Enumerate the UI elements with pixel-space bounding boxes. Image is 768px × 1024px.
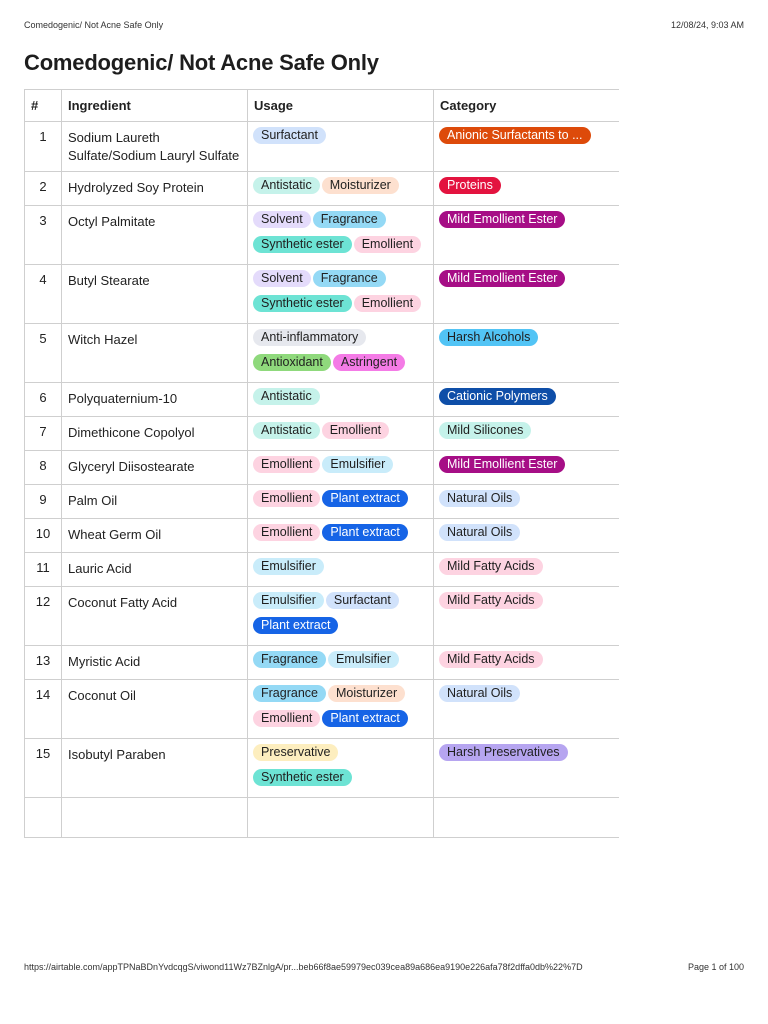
- usage-tag: Emulsifier: [253, 558, 324, 575]
- category-tag: Cationic Polymers: [439, 388, 556, 405]
- usage-tag: Emollient: [322, 422, 389, 439]
- row-number: 12: [25, 587, 62, 646]
- ingredients-table: [24, 89, 619, 838]
- usage-tag: Emollient: [253, 710, 320, 727]
- usage-tag: Emollient: [253, 456, 320, 473]
- ingredient-cell[interactable]: Coconut Oil: [62, 680, 248, 739]
- table-row[interactable]: [25, 417, 620, 451]
- category-cell[interactable]: [434, 122, 620, 172]
- usage-tag: Preservative: [253, 744, 338, 761]
- table-row[interactable]: [25, 519, 620, 553]
- category-tag: Mild Fatty Acids: [439, 558, 543, 575]
- usage-tag: Emulsifier: [328, 651, 399, 668]
- usage-tag: Synthetic ester: [253, 295, 352, 312]
- usage-cell[interactable]: [248, 265, 434, 324]
- category-cell[interactable]: [434, 798, 620, 838]
- usage-cell[interactable]: [248, 485, 434, 519]
- table-row[interactable]: [25, 587, 620, 646]
- category-tag: Mild Emollient Ester: [439, 456, 565, 473]
- category-cell[interactable]: [434, 519, 620, 553]
- ingredient-cell[interactable]: Coconut Fatty Acid: [62, 587, 248, 646]
- usage-cell[interactable]: [248, 798, 434, 838]
- ingredient-cell[interactable]: Hydrolyzed Soy Protein: [62, 172, 248, 206]
- ingredient-cell[interactable]: Octyl Palmitate: [62, 206, 248, 265]
- usage-tag: Antioxidant: [253, 354, 331, 371]
- usage-tag: Plant extract: [253, 617, 338, 634]
- usage-tag: Antistatic: [253, 388, 320, 405]
- table-row[interactable]: [25, 383, 620, 417]
- usage-cell[interactable]: [248, 417, 434, 451]
- usage-cell[interactable]: [248, 519, 434, 553]
- usage-tag: Synthetic ester: [253, 769, 352, 786]
- category-tag: Mild Emollient Ester: [439, 270, 565, 287]
- usage-tag: Plant extract: [322, 490, 407, 507]
- table-row[interactable]: [25, 739, 620, 798]
- table-row[interactable]: [25, 265, 620, 324]
- category-tag: Anionic Surfactants to ...: [439, 127, 591, 144]
- usage-tag: Moisturizer: [328, 685, 405, 702]
- ingredient-cell[interactable]: Isobutyl Paraben: [62, 739, 248, 798]
- table-row[interactable]: [25, 122, 620, 172]
- usage-cell[interactable]: [248, 122, 434, 172]
- row-number: 9: [25, 485, 62, 519]
- category-cell[interactable]: [434, 324, 620, 383]
- usage-tag: Fragrance: [313, 270, 386, 287]
- print-footer-page: Page 1 of 100: [687, 962, 744, 972]
- usage-tag: Emulsifier: [322, 456, 393, 473]
- print-header-datetime: 12/08/24, 9:03 AM: [670, 20, 744, 30]
- usage-tag: Emollient: [253, 524, 320, 541]
- usage-tag: Astringent: [333, 354, 405, 371]
- table-row[interactable]: [25, 324, 620, 383]
- category-tag: Natural Oils: [439, 490, 520, 507]
- row-number: 5: [25, 324, 62, 383]
- row-number: 11: [25, 553, 62, 587]
- category-cell[interactable]: [434, 451, 620, 485]
- row-number: 15: [25, 739, 62, 798]
- table-row[interactable]: [25, 798, 620, 838]
- table-row[interactable]: [25, 172, 620, 206]
- category-tag: Mild Fatty Acids: [439, 651, 543, 668]
- print-header-title: Comedogenic/ Not Acne Safe Only: [24, 20, 164, 30]
- ingredient-cell[interactable]: Lauric Acid: [62, 553, 248, 587]
- category-cell[interactable]: [434, 172, 620, 206]
- column-header-number[interactable]: #: [25, 90, 62, 122]
- page-title: Comedogenic/ Not Acne Safe Only: [24, 50, 379, 75]
- table-header-row: [25, 90, 620, 122]
- row-number: 4: [25, 265, 62, 324]
- category-tag: Natural Oils: [439, 524, 520, 541]
- usage-tag: Solvent: [253, 211, 311, 228]
- category-cell[interactable]: [434, 646, 620, 680]
- usage-tag: Emollient: [253, 490, 320, 507]
- usage-tag: Antistatic: [253, 422, 320, 439]
- ingredient-cell[interactable]: Myristic Acid: [62, 646, 248, 680]
- table-row[interactable]: [25, 451, 620, 485]
- column-header-usage[interactable]: Usage: [248, 90, 434, 122]
- category-cell[interactable]: [434, 417, 620, 451]
- table-row[interactable]: [25, 646, 620, 680]
- row-number: 10: [25, 519, 62, 553]
- category-tag: Proteins: [439, 177, 501, 194]
- usage-cell[interactable]: [248, 172, 434, 206]
- category-cell[interactable]: [434, 553, 620, 587]
- usage-tag: Surfactant: [253, 127, 326, 144]
- category-cell[interactable]: [434, 265, 620, 324]
- table-row[interactable]: [25, 553, 620, 587]
- usage-tag: Fragrance: [313, 211, 386, 228]
- print-footer: [24, 962, 744, 972]
- ingredient-cell[interactable]: Dimethicone Copolyol: [62, 417, 248, 451]
- column-header-category[interactable]: Category: [434, 90, 620, 122]
- usage-tag: Antistatic: [253, 177, 320, 194]
- usage-tag: Fragrance: [253, 685, 326, 702]
- ingredient-cell[interactable]: Sodium Laureth Sulfate/Sodium Lauryl Sulfate: [62, 122, 248, 172]
- ingredient-cell[interactable]: [62, 798, 248, 838]
- usage-cell[interactable]: [248, 324, 434, 383]
- row-number: 14: [25, 680, 62, 739]
- row-number: 6: [25, 383, 62, 417]
- ingredients-table-container: [24, 89, 619, 944]
- row-number: 8: [25, 451, 62, 485]
- usage-cell[interactable]: [248, 383, 434, 417]
- row-number: 13: [25, 646, 62, 680]
- category-tag: Mild Emollient Ester: [439, 211, 565, 228]
- table-row[interactable]: [25, 206, 620, 265]
- usage-tag: Plant extract: [322, 710, 407, 727]
- usage-tag: Surfactant: [326, 592, 399, 609]
- row-number: 1: [25, 122, 62, 172]
- usage-tag: Moisturizer: [322, 177, 399, 194]
- category-cell[interactable]: [434, 739, 620, 798]
- category-tag: Harsh Alcohols: [439, 329, 538, 346]
- print-header: [24, 20, 744, 30]
- category-cell[interactable]: [434, 485, 620, 519]
- category-cell[interactable]: [434, 206, 620, 265]
- column-header-ingredient[interactable]: Ingredient: [62, 90, 248, 122]
- ingredient-cell[interactable]: Butyl Stearate: [62, 265, 248, 324]
- usage-cell[interactable]: [248, 451, 434, 485]
- usage-tag: Synthetic ester: [253, 236, 352, 253]
- category-tag: Mild Silicones: [439, 422, 531, 439]
- row-number: 7: [25, 417, 62, 451]
- ingredient-cell[interactable]: Wheat Germ Oil: [62, 519, 248, 553]
- usage-tag: Emollient: [354, 236, 421, 253]
- usage-cell[interactable]: [248, 739, 434, 798]
- usage-tag: Emollient: [354, 295, 421, 312]
- category-tag: Mild Fatty Acids: [439, 592, 543, 609]
- print-footer-url: https://airtable.com/appTPNaBDnYvdcqgS/viwond11Wz7BZnlgA/pr...beb66f8ae59979ec039cea89a686ea9190e226afa78f2dffa0db%22%7D: [24, 962, 583, 972]
- table-body: [25, 122, 620, 838]
- row-number: 2: [25, 172, 62, 206]
- row-number: [25, 798, 62, 838]
- usage-tag: Fragrance: [253, 651, 326, 668]
- usage-cell[interactable]: [248, 680, 434, 739]
- usage-tag: Plant extract: [322, 524, 407, 541]
- usage-tag: Anti-inflammatory: [253, 329, 366, 346]
- table-row[interactable]: [25, 485, 620, 519]
- usage-tag: Solvent: [253, 270, 311, 287]
- category-cell[interactable]: [434, 587, 620, 646]
- category-cell[interactable]: [434, 680, 620, 739]
- category-tag: Harsh Preservatives: [439, 744, 568, 761]
- category-tag: Natural Oils: [439, 685, 520, 702]
- ingredient-cell[interactable]: Glyceryl Diisostearate: [62, 451, 248, 485]
- usage-cell[interactable]: [248, 206, 434, 265]
- usage-tag: Emulsifier: [253, 592, 324, 609]
- ingredient-cell[interactable]: Witch Hazel: [62, 324, 248, 383]
- category-cell[interactable]: [434, 383, 620, 417]
- usage-cell[interactable]: [248, 553, 434, 587]
- ingredient-cell[interactable]: Palm Oil: [62, 485, 248, 519]
- usage-cell[interactable]: [248, 587, 434, 646]
- ingredient-cell[interactable]: Polyquaternium-10: [62, 383, 248, 417]
- table-row[interactable]: [25, 680, 620, 739]
- row-number: 3: [25, 206, 62, 265]
- usage-cell[interactable]: [248, 646, 434, 680]
